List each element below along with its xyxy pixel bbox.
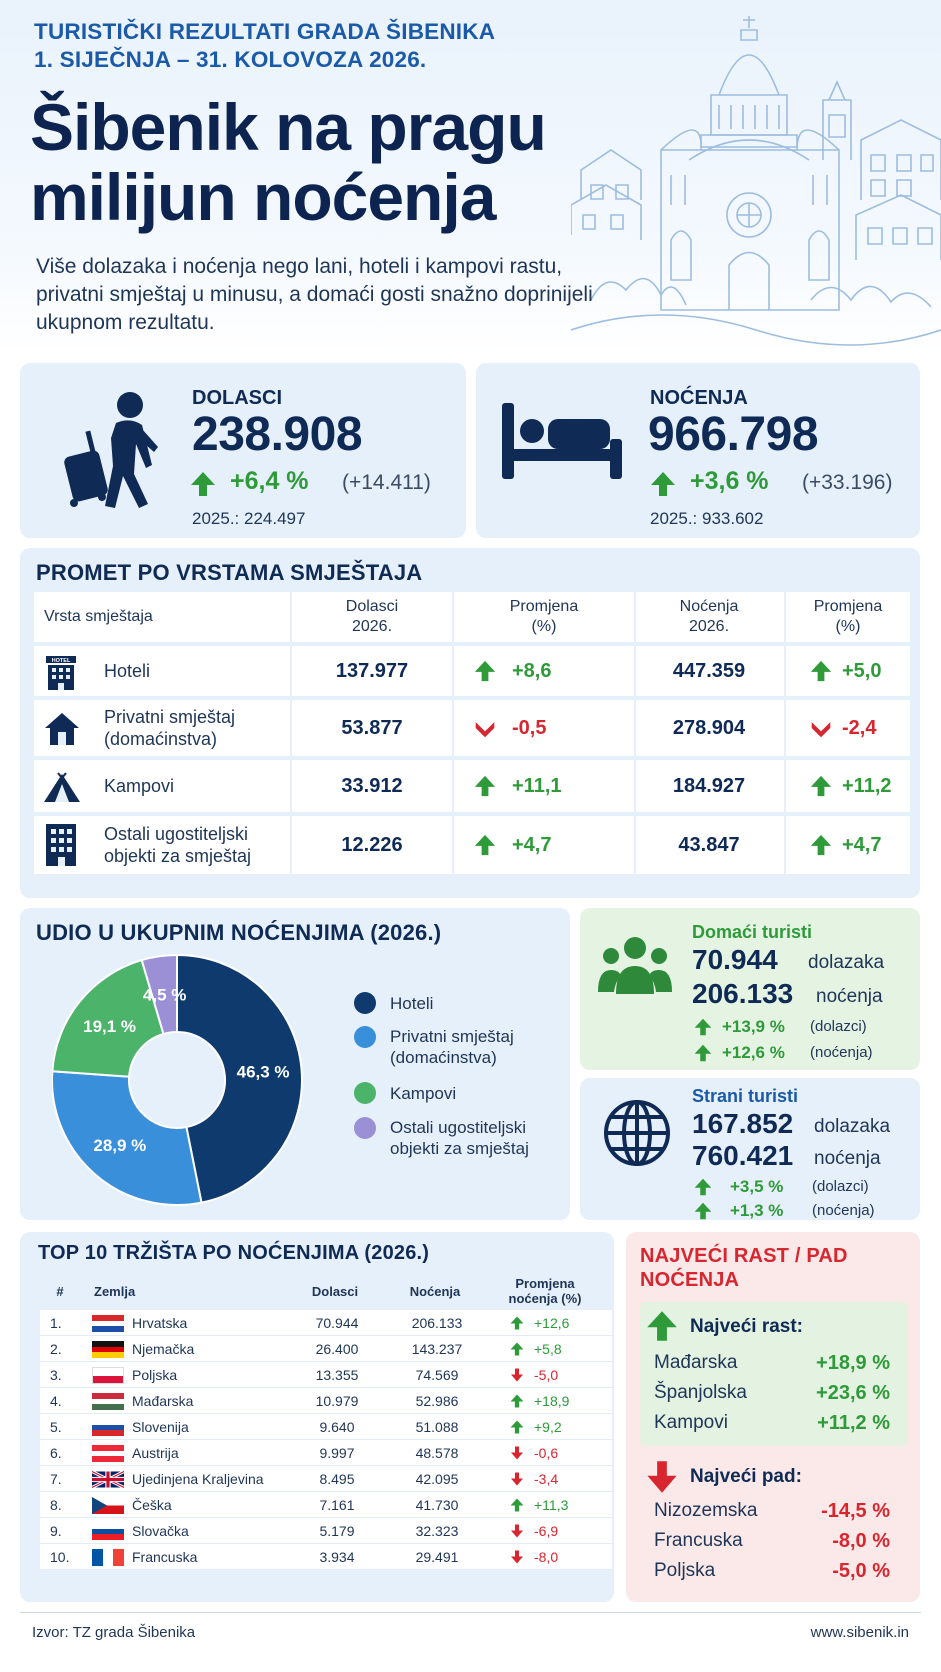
arrivals-label: DOLASCI — [192, 387, 282, 409]
row-change-arrow — [510, 1420, 524, 1434]
growth-value: +23,6 % — [816, 1382, 890, 1404]
row-change: +9,2 — [534, 1419, 562, 1435]
arrow-down-icon — [474, 717, 496, 739]
footer-url[interactable]: www.sibenik.in — [810, 1624, 909, 1641]
row-name — [104, 646, 284, 696]
table-row — [40, 1466, 612, 1492]
nights-change: +3,6 % — [690, 467, 769, 495]
t10-col-change-line2: noćenja (%) — [508, 1291, 582, 1306]
accommodation-row-camps — [34, 760, 910, 814]
row-arrivals: 9.640 — [319, 1419, 355, 1435]
row-change: -0,6 — [534, 1445, 559, 1461]
growth-label: Najveći rast: — [690, 1316, 804, 1337]
arrow-down-icon — [510, 1472, 524, 1486]
arrivals-prev-year: 2025.: 224.497 — [192, 509, 306, 528]
domestic-arr-note: (dolazci) — [810, 1018, 867, 1035]
arrow-up-icon — [510, 1394, 524, 1408]
decline-name: Poljska — [654, 1560, 716, 1581]
arrow-down-icon — [646, 1460, 678, 1494]
foreign-arr-note: (dolazci) — [812, 1178, 869, 1195]
flag-sk-icon — [92, 1523, 124, 1540]
building-icon — [44, 824, 78, 866]
row-name-line2: objekti za smještaj — [104, 846, 252, 866]
row-name-line1: Privatni smještaj — [104, 707, 236, 727]
row-nights: 447.359 — [672, 659, 746, 682]
row-change-arrow — [510, 1498, 524, 1512]
arrow-up-icon — [510, 1498, 524, 1512]
row-rank: 3. — [50, 1367, 62, 1383]
kicker-line-1: TURISTIČKI REZULTATI GRADA ŠIBENIKA — [34, 19, 496, 44]
row-night-change — [810, 816, 910, 874]
row-nights: 74.569 — [415, 1367, 459, 1383]
foreign-night-note: (noćenja) — [812, 1202, 875, 1219]
arrivals-value: 238.908 — [192, 408, 363, 461]
row-arr-change — [474, 700, 634, 756]
accommodation-row-hotels — [34, 646, 910, 698]
row-change-arrow — [510, 1550, 524, 1564]
row-arr-change — [474, 816, 634, 874]
accommodation-title: PROMET PO VRSTAMA SMJEŠTAJA — [36, 560, 423, 585]
row-nights: 51.088 — [415, 1419, 459, 1435]
t10-col-change-line1: Promjena — [515, 1276, 575, 1291]
table-row — [40, 1310, 612, 1336]
legend-swatch-private — [354, 1026, 376, 1048]
slice-label: 19,1 % — [83, 1016, 137, 1036]
row-change-arrow — [510, 1524, 524, 1538]
col-arrivals — [292, 592, 452, 642]
row-change-arrow — [510, 1446, 524, 1460]
row-change: -5,0 — [534, 1367, 559, 1383]
bed-icon — [502, 393, 622, 483]
arrow-up-icon — [510, 1420, 524, 1434]
decline-value: -14,5 % — [821, 1500, 890, 1522]
arrow-up-icon — [510, 1316, 524, 1330]
growth-decline-title-line2: NOĆENJA — [640, 1269, 740, 1291]
row-change: +12,6 — [534, 1315, 570, 1331]
row-rank: 2. — [50, 1341, 62, 1357]
legend-label-hotels — [390, 993, 433, 1014]
growth-name: Mađarska — [654, 1352, 738, 1373]
foreign-title: Strani turisti — [692, 1086, 799, 1106]
row-rank: 1. — [50, 1315, 62, 1331]
arrow-up-icon — [650, 471, 676, 497]
growth-name: Španjolska — [654, 1382, 747, 1403]
arrow-up-icon — [810, 834, 832, 856]
arrivals-card — [20, 363, 466, 538]
growth-value: +11,2 % — [817, 1412, 890, 1434]
col-type: Vrsta smještaja — [44, 608, 153, 625]
row-rank: 8. — [50, 1497, 62, 1513]
foreign-arr-change: +3,5 % — [730, 1177, 784, 1196]
legend-text-line1: Ostali ugostiteljski — [390, 1118, 527, 1137]
accommodation-row-private — [34, 700, 910, 758]
row-change-arrow — [510, 1472, 524, 1486]
row-rank: 4. — [50, 1393, 62, 1409]
row-country: Hrvatska — [132, 1315, 188, 1331]
arrow-down-icon — [810, 717, 832, 739]
row-night-change-value: -2,4 — [842, 716, 877, 739]
decline-label: Najveći pad: — [690, 1466, 802, 1487]
accommodation-header-row — [34, 592, 910, 644]
arrow-up-icon — [510, 1342, 524, 1356]
row-change: +5,8 — [534, 1341, 562, 1357]
nights-prev-year: 2025.: 933.602 — [650, 509, 764, 528]
row-country: Mađarska — [132, 1393, 194, 1409]
row-nights: 41.730 — [415, 1497, 459, 1513]
row-nights: 32.323 — [415, 1523, 459, 1539]
row-arrivals: 53.877 — [341, 716, 403, 739]
row-name-line2: (domaćinstva) — [104, 729, 218, 749]
domestic-arrivals: 70.944 — [692, 944, 778, 975]
row-arr-change-value: +8,6 — [512, 659, 552, 682]
row-arr-change — [474, 760, 634, 812]
col-nights-line1: Noćenja — [679, 598, 739, 615]
row-name — [104, 760, 284, 812]
row-rank: 5. — [50, 1419, 62, 1435]
flag-cz-icon — [92, 1497, 124, 1514]
row-nights: 206.133 — [411, 1315, 463, 1331]
table-row — [40, 1336, 612, 1362]
t10-col-rank: # — [56, 1284, 64, 1299]
people-group-icon — [598, 936, 672, 998]
flag-fr-icon — [92, 1549, 124, 1566]
legend-text-line2: objekti za smještaj — [390, 1139, 529, 1158]
row-change-arrow — [510, 1394, 524, 1408]
flag-hr-icon — [92, 1315, 124, 1332]
arrow-up-icon — [474, 834, 496, 856]
traveler-suitcase-icon — [50, 391, 180, 509]
legend-swatch-camps — [354, 1082, 376, 1104]
arrow-up-icon — [694, 1202, 712, 1220]
col-nights — [634, 592, 784, 642]
t10-col-arrivals: Dolasci — [311, 1284, 359, 1299]
arrivals-change: +6,4 % — [230, 467, 309, 495]
row-country: Poljska — [132, 1367, 178, 1383]
table-divider — [634, 592, 636, 874]
arrow-down-icon — [510, 1524, 524, 1538]
foreign-nights-unit: noćenja — [814, 1148, 881, 1169]
row-arr-change — [474, 646, 634, 696]
cathedral-sketch-icon — [571, 0, 941, 355]
accommodation-row-other — [34, 816, 910, 874]
row-rank: 10. — [50, 1549, 70, 1565]
table-divider — [290, 592, 292, 874]
table-divider — [452, 592, 454, 874]
row-arrivals: 5.179 — [319, 1523, 355, 1539]
lead-paragraph: Više dolazaka i noćenja nego lani, hoteli i kampovi rastu, privatni smještaj u minusu, a domaći gosti snažno doprinijeli ukupnom rezultatu. — [36, 255, 593, 334]
kicker-line-2: 1. SIJEČNJA – 31. KOLOVOZA 2026. — [34, 47, 427, 72]
arrow-up-icon — [810, 660, 832, 682]
arrow-up-icon — [474, 660, 496, 682]
t10-col-country: Zemlja — [94, 1284, 136, 1299]
table-divider — [784, 592, 786, 874]
decline-name: Nizozemska — [654, 1500, 758, 1521]
col-night-change — [786, 592, 910, 642]
legend-swatch-hotels — [354, 992, 376, 1014]
row-change-arrow — [510, 1316, 524, 1330]
decline-name: Francuska — [654, 1530, 743, 1551]
legend-text-line2: (domaćinstva) — [390, 1048, 497, 1067]
row-name-text: Hoteli — [104, 661, 151, 681]
legend-text: Hoteli — [390, 994, 434, 1013]
row-night-change-value: +11,2 — [842, 774, 892, 797]
row-nights: 143.237 — [411, 1341, 463, 1357]
row-arrivals: 3.934 — [319, 1549, 355, 1565]
arrow-down-icon — [510, 1368, 524, 1382]
foreign-nights: 760.421 — [692, 1140, 794, 1171]
row-arrivals: 12.226 — [341, 833, 403, 856]
col-arr-change-line1: Promjena — [509, 598, 579, 615]
growth-decline-title-line1: NAJVEĆI RAST / PAD — [640, 1245, 848, 1267]
hotel-icon — [44, 656, 78, 690]
col-night-change-line1: Promjena — [813, 598, 883, 615]
row-arrivals: 70.944 — [315, 1315, 359, 1331]
share-title: UDIO U UKUPNIM NOĆENJIMA (2026.) — [36, 920, 442, 945]
kicker — [34, 18, 495, 74]
flag-si-icon — [92, 1419, 124, 1436]
row-rank: 6. — [50, 1445, 62, 1461]
flag-at-icon — [92, 1445, 124, 1462]
flag-gb-icon — [92, 1471, 124, 1488]
domestic-card — [580, 908, 920, 1070]
row-change-arrow — [510, 1368, 524, 1382]
row-nights: 184.927 — [672, 774, 746, 797]
row-nights: 29.491 — [415, 1549, 459, 1565]
row-night-change — [810, 700, 910, 756]
slice-label: 4,5 % — [142, 985, 187, 1005]
top10-title: TOP 10 TRŽIŠTA PO NOĆENJIMA (2026.) — [38, 1242, 430, 1264]
row-nights: 43.847 — [678, 833, 740, 856]
domestic-arr-change: +13,9 % — [722, 1017, 785, 1036]
col-arrivals-line1: Dolasci — [345, 598, 399, 615]
col-arr-change-line2: (%) — [531, 618, 557, 635]
row-arrivals: 13.355 — [315, 1367, 359, 1383]
row-nights: 278.904 — [672, 716, 746, 739]
slice-label: 46,3 % — [236, 1062, 290, 1082]
footer-divider — [20, 1612, 921, 1613]
arrow-down-icon — [510, 1446, 524, 1460]
row-night-change — [810, 646, 910, 696]
row-country: Francuska — [132, 1549, 198, 1565]
row-country: Austrija — [132, 1445, 179, 1461]
domestic-night-note: (noćenja) — [810, 1044, 873, 1061]
table-row — [40, 1440, 612, 1466]
headline-line-2: milijun noćenja — [30, 160, 496, 234]
nights-label: NOĆENJA — [650, 387, 748, 409]
row-rank: 7. — [50, 1471, 62, 1487]
growth-decline-title — [640, 1244, 848, 1292]
domestic-night-change: +12,6 % — [722, 1043, 785, 1062]
growth-value: +18,9 % — [816, 1352, 890, 1374]
legend-text: Kampovi — [390, 1084, 457, 1103]
row-name-line1: Ostali ugostiteljski — [104, 824, 249, 844]
share-donut-chart — [52, 950, 322, 1210]
t10-col-nights: Noćenja — [409, 1284, 461, 1299]
arrow-up-icon — [190, 471, 216, 497]
row-name-text: Kampovi — [104, 776, 175, 796]
row-change: +11,3 — [534, 1497, 569, 1513]
legend-label-camps — [390, 1083, 456, 1104]
row-name — [104, 700, 294, 756]
arrow-up-icon — [694, 1178, 712, 1196]
row-country: Ujedinjena Kraljevina — [132, 1471, 264, 1487]
legend-swatch-other — [354, 1117, 376, 1139]
row-country: Češka — [132, 1497, 172, 1513]
row-nights: 48.578 — [415, 1445, 459, 1461]
footer-source: Izvor: TZ grada Šibenika — [32, 1624, 196, 1641]
row-arr-change-value: -0,5 — [512, 716, 547, 739]
row-country: Slovenija — [132, 1419, 189, 1435]
row-arrivals: 8.495 — [319, 1471, 355, 1487]
table-row — [40, 1492, 612, 1518]
arrow-down-icon — [510, 1550, 524, 1564]
table-row — [40, 1414, 612, 1440]
table-row — [40, 1518, 612, 1544]
headline-line-1: Šibenik na pragu — [30, 90, 546, 164]
arrow-up-icon — [646, 1310, 678, 1342]
foreign-arrivals-unit: dolazaka — [814, 1116, 891, 1137]
row-arrivals: 7.161 — [319, 1497, 355, 1513]
row-change-arrow — [510, 1342, 524, 1356]
foreign-card — [580, 1078, 920, 1220]
foreign-arrivals: 167.852 — [692, 1108, 794, 1139]
hotel-sign-text: HOTEL — [51, 658, 71, 664]
growth-name: Kampovi — [654, 1412, 728, 1433]
flag-hu-icon — [92, 1393, 124, 1410]
table-row — [40, 1362, 612, 1388]
headline — [30, 92, 546, 232]
row-change: -8,0 — [534, 1549, 559, 1565]
domestic-title: Domaći turisti — [692, 922, 813, 942]
row-arrivals: 10.979 — [315, 1393, 359, 1409]
row-nights: 52.986 — [415, 1393, 459, 1409]
row-change: -6,9 — [534, 1523, 559, 1539]
nights-card — [476, 363, 920, 538]
row-arrivals: 137.977 — [335, 659, 409, 682]
row-change: -3,4 — [534, 1471, 559, 1487]
decline-value: -8,0 % — [832, 1530, 890, 1552]
row-country: Slovačka — [132, 1523, 189, 1539]
row-arr-change-value: +11,1 — [512, 774, 562, 797]
domestic-nights: 206.133 — [692, 978, 794, 1009]
row-name — [104, 816, 294, 874]
nights-value: 966.798 — [648, 408, 819, 461]
legend-label-private — [390, 1026, 514, 1068]
nights-abs-change: (+33.196) — [802, 471, 893, 494]
legend-text-line1: Privatni smještaj — [390, 1027, 514, 1046]
col-nights-line2: 2026. — [688, 618, 730, 635]
table-row — [40, 1544, 612, 1570]
col-arrivals-line2: 2026. — [351, 618, 393, 635]
t10-col-change — [490, 1276, 600, 1306]
slice-label: 28,9 % — [93, 1135, 147, 1155]
arrivals-abs-change: (+14.411) — [342, 471, 431, 494]
arrow-up-icon — [694, 1018, 712, 1036]
col-night-change-line2: (%) — [835, 618, 861, 635]
arrow-up-icon — [694, 1044, 712, 1062]
domestic-nights-unit: noćenja — [816, 986, 883, 1007]
header — [0, 0, 941, 355]
row-night-change-value: +5,0 — [842, 659, 882, 682]
row-arrivals: 9.997 — [319, 1445, 355, 1461]
row-rank: 9. — [50, 1523, 62, 1539]
flag-pl-icon — [92, 1367, 124, 1384]
row-nights: 42.095 — [415, 1471, 459, 1487]
arrow-up-icon — [474, 775, 496, 797]
row-arr-change-value: +4,7 — [512, 833, 552, 856]
flag-de-icon — [92, 1341, 124, 1358]
house-icon — [44, 712, 80, 746]
legend-label-other — [390, 1117, 529, 1159]
col-arr-change — [454, 592, 634, 642]
tent-icon — [42, 772, 82, 804]
arrow-up-icon — [810, 775, 832, 797]
row-arrivals: 33.912 — [341, 774, 403, 797]
row-arrivals: 26.400 — [315, 1341, 359, 1357]
decline-value: -5,0 % — [832, 1560, 890, 1582]
row-night-change-value: +4,7 — [842, 833, 882, 856]
domestic-arrivals-unit: dolazaka — [808, 952, 885, 973]
row-country: Njemačka — [132, 1341, 195, 1357]
foreign-night-change: +1,3 % — [730, 1201, 784, 1220]
row-change: +18,9 — [534, 1393, 570, 1409]
globe-icon — [602, 1098, 672, 1168]
row-night-change — [810, 760, 910, 812]
table-row — [40, 1388, 612, 1414]
